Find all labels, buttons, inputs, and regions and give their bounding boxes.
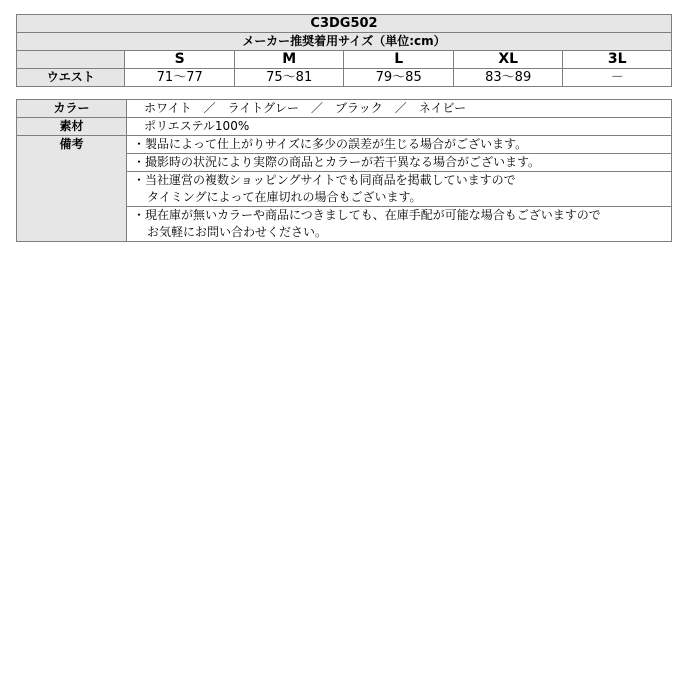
material-value: ポリエステル100% [127,118,672,136]
size-header-m: M [234,51,343,69]
size-table-title: メーカー推奨着用サイズ（単位:cm） [17,33,672,51]
remarks-row [17,136,672,154]
waist-value-s: 71～77 [125,69,234,87]
waist-value-xl: 83～89 [453,69,563,87]
remark-line: ・撮影時の状況により実際の商品とカラーが若干異なる場合がございます。 [133,155,541,169]
spec-table [16,99,672,242]
waist-value-l: 79～85 [344,69,453,87]
remark-line: ・当社運営の複数ショッピングサイトでも同商品を掲載していますので [133,173,516,187]
remark-line: ・製品によって仕上がりサイズに多少の誤差が生じる場合がございます。 [133,137,528,151]
size-header-s: S [125,51,234,69]
waist-value-m: 75～81 [234,69,343,87]
waist-value-3l: － [563,69,672,87]
remark-item [127,207,672,242]
color-row [17,100,672,118]
size-header-xl: XL [453,51,563,69]
remark-item [127,172,672,207]
waist-label: ウエスト [17,69,125,87]
remark-line: ・現在庫が無いカラーや商品につきましても、在庫手配が可能な場合もございますので [133,208,601,222]
remark-item [127,136,672,154]
size-table [16,14,672,87]
color-label: カラー [17,100,127,118]
remark-line-continued: タイミングによって在庫切れの場合もございます。 [147,190,422,204]
remark-item [127,154,672,172]
material-label: 素材 [17,118,127,136]
color-value: ホワイト ／ ライトグレー ／ ブラック ／ ネイビー [127,100,672,118]
size-header-l: L [344,51,453,69]
remarks-label: 備考 [17,136,127,242]
size-header-3l: 3L [563,51,672,69]
size-header-blank [17,51,125,69]
product-code: C3DG502 [17,15,672,33]
remark-line-continued: お気軽にお問い合わせください。 [147,225,328,239]
material-row [17,118,672,136]
